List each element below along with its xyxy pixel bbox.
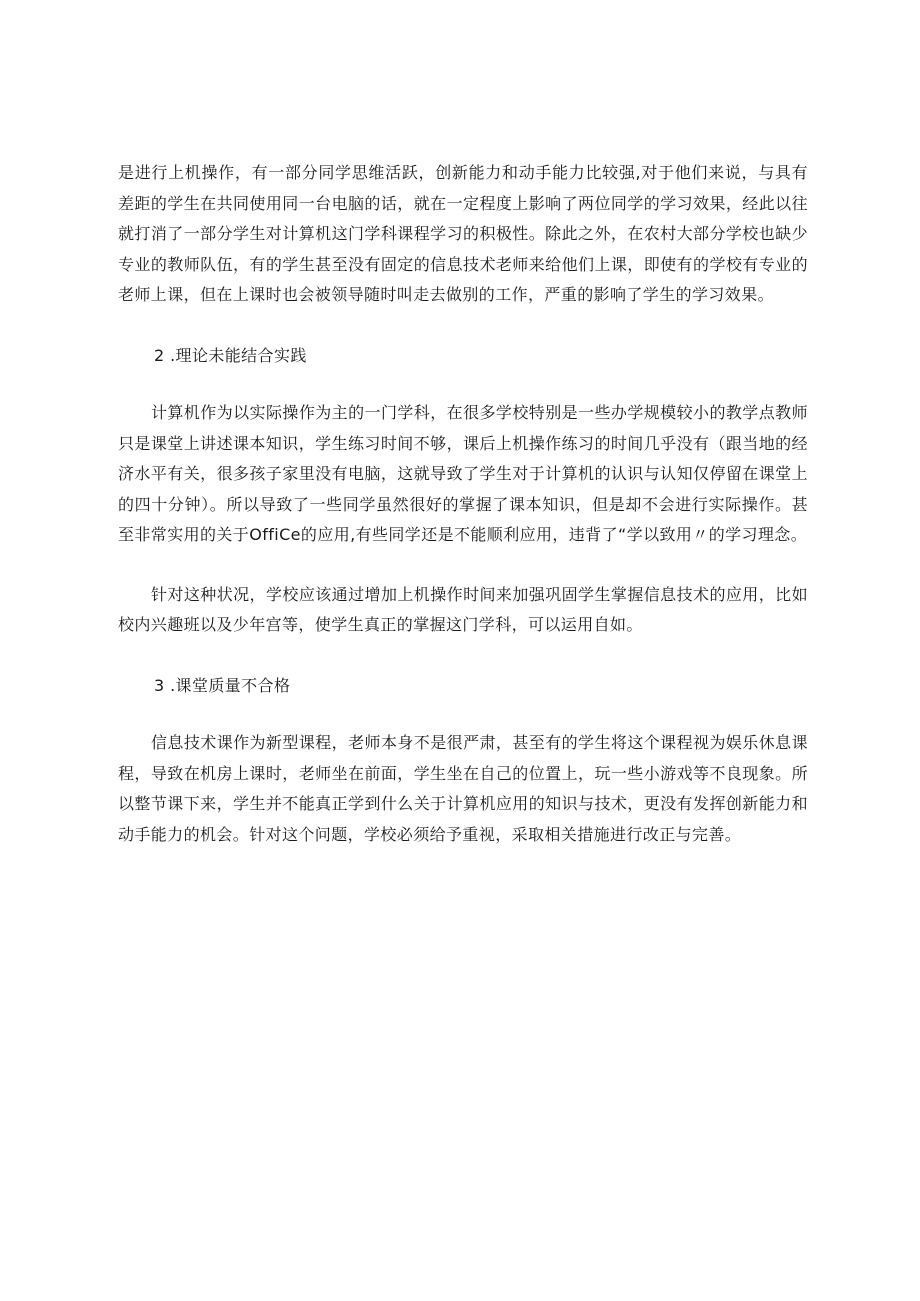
section-heading-2: 2 .理论未能结合实践	[154, 345, 307, 365]
section-heading-3: 3 .课堂质量不合格	[154, 675, 291, 695]
paragraph-theory-practice: 计算机作为以实际操作为主的一门学科，在很多学校特别是一些办学规模较小的教学点教师只是课堂上讲述课本知识，学生练习时间不够，课后上机操作练习的时间几乎没有（跟当地的经济水平有关，很多孩子家里没有电脑，这就导致了学生对于计算机的认识与认知仅停留在课堂上的四十分钟）。所以导致了一些同学虽然很好的掌握了课本知识，但是却不会进行实际操作。甚至非常实用的关于OffiCe的应用,有些同学还是不能顺利应用，违背了“学以致用〃的学习理念。	[118, 403, 808, 544]
paragraph-class-quality: 信息技术课作为新型课程，老师本身不是很严肃，甚至有的学生将这个课程视为娱乐休息课程，导致在机房上课时，老师坐在前面，学生坐在自己的位置上，玩一些小游戏等不良现象。所以整节课下来，学生并不能真正学到什么关于计算机应用的知识与技术，更没有发挥创新能力和动手能力的机会。针对这个问题，学校必须给予重视，采取相关措施进行改正与完善。	[118, 733, 808, 844]
document-body	[118, 158, 808, 850]
paragraph-recommendation: 针对这种状况，学校应该通过增加上机操作时间来加强巩固学生掌握信息技术的应用，比如校内兴趣班以及少年宫等，使学生真正的掌握这门学科，可以运用自如。	[118, 584, 808, 634]
paragraph-continuation: 是进行上机操作，有一部分同学思维活跃，创新能力和动手能力比较强,对于他们来说，与具有差距的学生在共同使用同一台电脑的话，就在一定程度上影响了两位同学的学习效果，经此以往就打消了一部分学生对计算机这门学科课程学习的积极性。除此之外，在农村大部分学校也缺少专业的教师队伍，有的学生甚至没有固定的信息技术老师来给他们上课，即使有的学校有专业的老师上课，但在上课时也会被领导随时叫走去做别的工作，严重的影响了学生的学习效果。	[118, 163, 808, 304]
